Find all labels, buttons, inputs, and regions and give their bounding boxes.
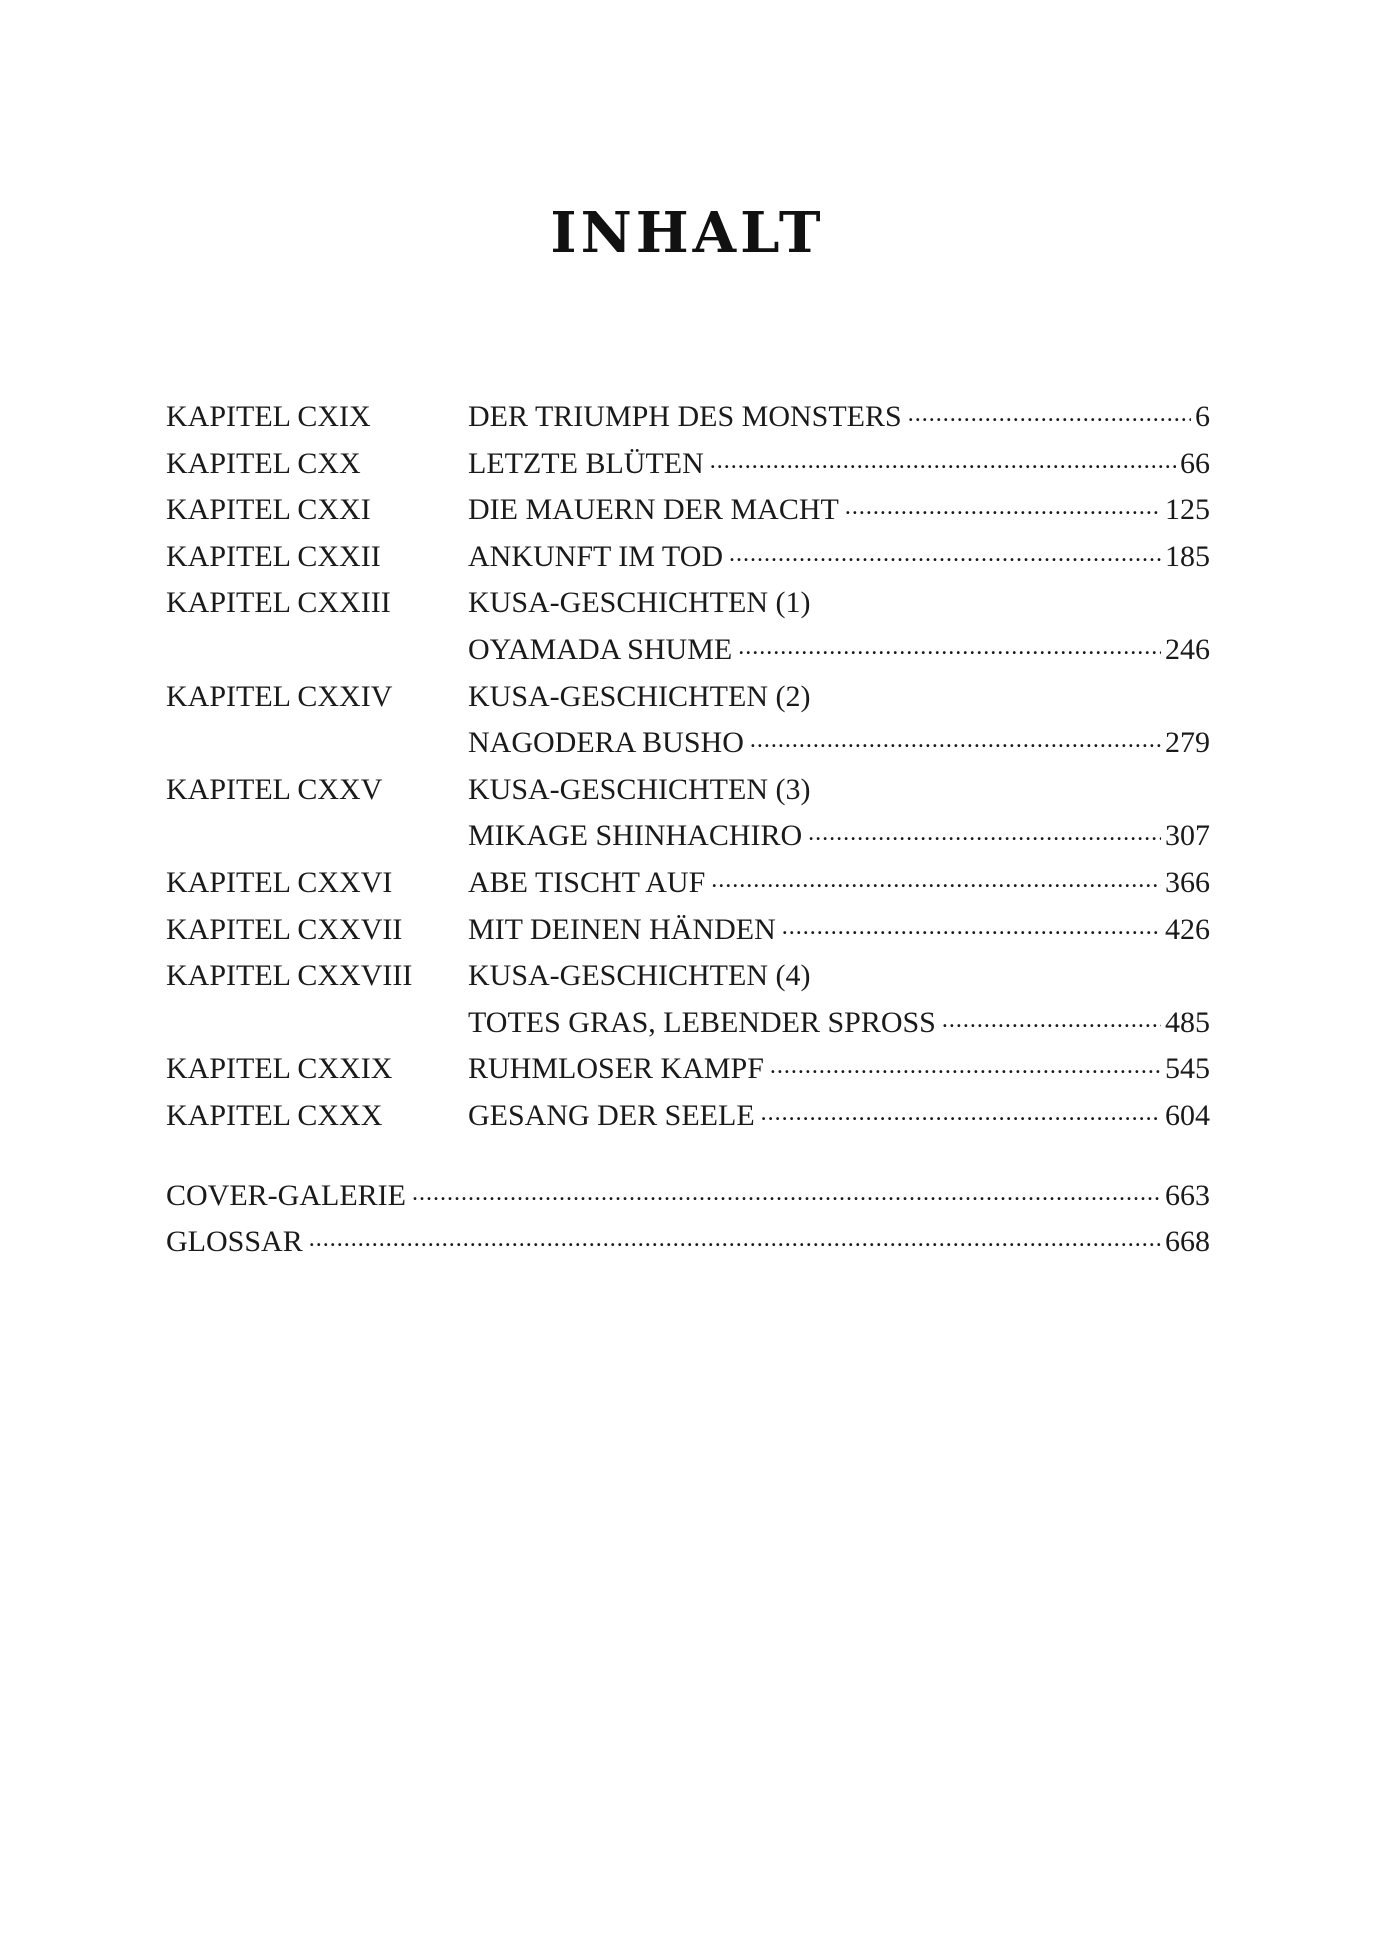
page-number: 668 (1165, 1225, 1210, 1259)
chapter-title: KUSA-GESCHICHTEN (1) (468, 586, 811, 620)
toc-row[interactable] (166, 534, 1210, 581)
page-number: 246 (1165, 632, 1210, 666)
chapter-title: DER TRIUMPH DES MONSTERS (468, 400, 902, 433)
toc-row-continuation[interactable] (166, 813, 1210, 860)
chapter-title: ANKUNFT IM TOD (468, 539, 724, 573)
chapter-number: KAPITEL CXXVI (166, 865, 393, 899)
page-title: INHALT (550, 200, 825, 266)
toc-row-continuation[interactable] (166, 1000, 1210, 1047)
chapter-number: KAPITEL CXX (166, 446, 361, 480)
page-number: 485 (1165, 1005, 1210, 1039)
toc-entry (468, 627, 1210, 674)
chapter-number: KAPITEL CXXIV (166, 679, 393, 713)
dot-leader (761, 1095, 1161, 1125)
toc-row-cover-gallery[interactable] (166, 1173, 1210, 1220)
toc-row[interactable] (166, 860, 1210, 907)
toc-row[interactable] (166, 674, 1210, 721)
page-number: 663 (1165, 1178, 1210, 1212)
toc-row[interactable] (166, 907, 1210, 954)
page-number: 426 (1165, 912, 1210, 946)
chapter-title: LETZTE BLÜTEN (468, 446, 704, 480)
chapter-number: KAPITEL CXXVIII (166, 959, 413, 993)
toc-row-continuation[interactable] (166, 720, 1210, 767)
dot-leader (942, 1002, 1161, 1032)
chapter-number: KAPITEL CXXI (166, 493, 371, 527)
chapter-number: KAPITEL CXXIX (166, 1052, 393, 1086)
toc-entry (468, 487, 1210, 534)
section-title: COVER-GALERIE (166, 1178, 406, 1212)
dot-leader (412, 1175, 1161, 1205)
toc-entry (468, 1000, 1210, 1047)
toc-entry (468, 441, 1210, 488)
toc-entry (468, 953, 1210, 1000)
toc-row[interactable] (166, 1046, 1210, 1093)
dot-leader (808, 815, 1161, 845)
chapter-number: KAPITEL CXXVII (166, 912, 403, 946)
chapter-title: KUSA-GESCHICHTEN (4) (468, 959, 811, 993)
dot-leader (845, 489, 1161, 519)
toc-row[interactable] (166, 767, 1210, 814)
dot-leader (710, 443, 1176, 473)
toc-row[interactable] (166, 487, 1210, 534)
chapter-number: KAPITEL CXXV (166, 772, 383, 806)
chapter-title: MIT DEINEN HÄNDEN (468, 912, 776, 946)
toc-entry (468, 394, 1210, 441)
chapter-subtitle: NAGODERA BUSHO (468, 726, 744, 760)
toc-entry (166, 1173, 1210, 1220)
chapter-title: KUSA-GESCHICHTEN (2) (468, 679, 811, 713)
toc-entry (468, 860, 1210, 907)
dot-leader (770, 1048, 1161, 1078)
chapter-number: KAPITEL CXXX (166, 1098, 383, 1132)
page-number: 279 (1165, 726, 1210, 760)
page-number: 307 (1165, 819, 1210, 853)
page-number: 366 (1165, 865, 1210, 899)
chapter-title: ABE TISCHT AUF (468, 865, 706, 899)
page-number: 545 (1165, 1052, 1210, 1086)
chapter-subtitle: TOTES GRAS, LEBENDER SPROSS (468, 1005, 936, 1039)
page-number: 6 (1195, 400, 1210, 433)
toc-entry (468, 767, 1210, 814)
dot-leader (711, 862, 1161, 892)
page-number: 125 (1165, 493, 1210, 527)
dot-leader (782, 909, 1161, 939)
toc-row[interactable] (166, 441, 1210, 488)
page-number: 604 (1165, 1098, 1210, 1132)
chapter-title: RUHMLOSER KAMPF (468, 1052, 764, 1086)
chapter-number: KAPITEL CXXII (166, 539, 381, 573)
dot-leader (309, 1221, 1161, 1251)
dot-leader (750, 722, 1161, 752)
toc-entry (468, 720, 1210, 767)
dot-leader (738, 629, 1161, 659)
toc-entry (468, 534, 1210, 581)
chapter-number: KAPITEL CXXIII (166, 586, 391, 620)
toc-row[interactable] (166, 394, 1210, 441)
chapter-subtitle: MIKAGE SHINHACHIRO (468, 819, 803, 853)
chapter-title: KUSA-GESCHICHTEN (3) (468, 772, 811, 806)
section-spacer (166, 1140, 1210, 1173)
chapter-subtitle: OYAMADA SHUME (468, 632, 733, 666)
toc-entry (468, 1093, 1210, 1140)
toc-entry (468, 1046, 1210, 1093)
page-number: 185 (1165, 539, 1210, 573)
toc-row-glossary[interactable] (166, 1219, 1210, 1266)
toc-entry (468, 580, 1210, 627)
dot-leader (729, 536, 1161, 566)
page-number: 66 (1180, 446, 1210, 480)
table-of-contents (166, 394, 1210, 1266)
chapter-title: DIE MAUERN DER MACHT (468, 493, 839, 527)
toc-row[interactable] (166, 1093, 1210, 1140)
toc-row-continuation[interactable] (166, 627, 1210, 674)
dot-leader (908, 396, 1191, 426)
chapter-title: GESANG DER SEELE (468, 1098, 755, 1132)
chapter-number: KAPITEL CXIX (166, 400, 371, 433)
toc-row[interactable] (166, 580, 1210, 627)
section-title: GLOSSAR (166, 1225, 303, 1259)
toc-entry (468, 674, 1210, 721)
toc-entry (166, 1219, 1210, 1266)
toc-entry (468, 813, 1210, 860)
toc-entry (468, 907, 1210, 954)
toc-row[interactable] (166, 953, 1210, 1000)
